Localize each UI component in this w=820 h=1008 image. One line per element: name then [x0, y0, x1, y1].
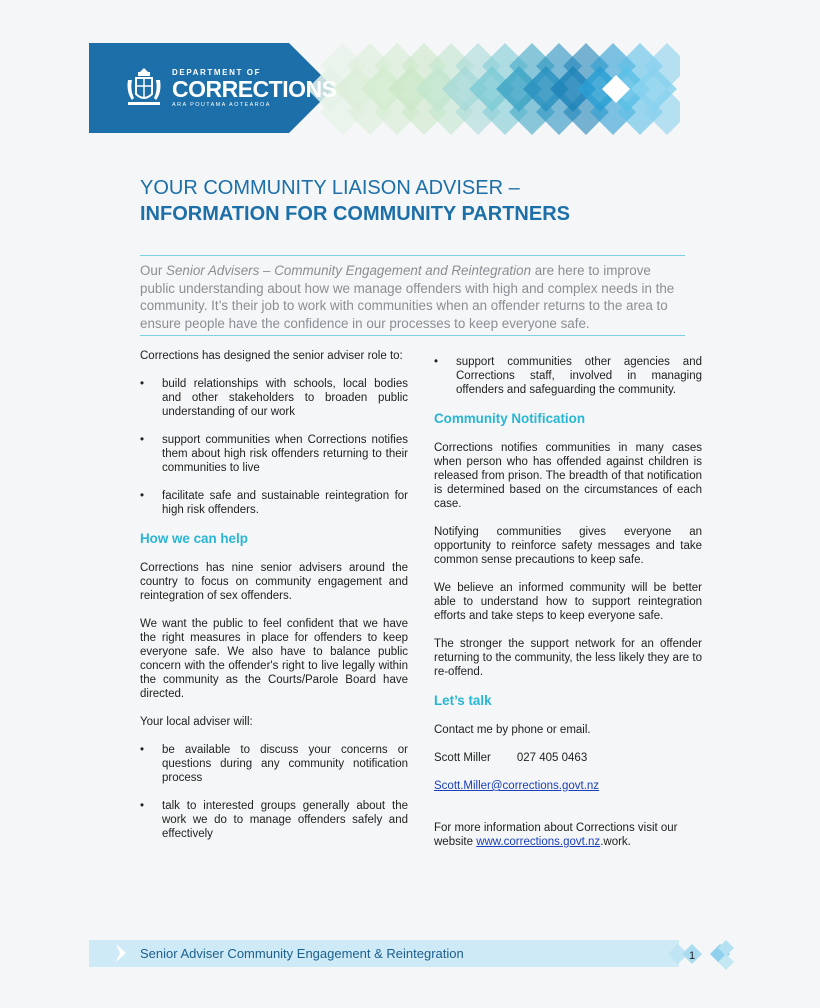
footer-diamond-pattern — [660, 938, 738, 970]
more-info-suffix: .work. — [600, 836, 631, 848]
notification-paragraph-2: Notifying communities gives everyone an opportunity to reinforce safety messages and take common sense precautions to keep safe. — [434, 526, 702, 566]
chevron-right-icon — [112, 942, 132, 964]
email-line — [434, 779, 702, 793]
intro-part2: are here to improve public understanding about how we manage offenders with high and complex needs in the community. It’s their job to work with communities when an offender returns to the area to ensure people have the confidence in our processes to keep everyone safe. — [140, 263, 675, 331]
contact-line — [434, 751, 702, 765]
talk-heading: Let’s talk — [434, 693, 492, 708]
intro-emphasis: Senior Advisers – Community Engagement and Reintegration — [166, 263, 532, 278]
adviser-list — [140, 743, 408, 841]
role-list — [140, 377, 408, 517]
notification-paragraph-4: The stronger the support network for an offender returning to the community, the less likely they are to re-offend. — [434, 638, 702, 678]
org-line2: CORRECTIONS — [172, 76, 337, 102]
list-item: • talk to interested groups generally about the work we do to manage offenders safely and effectively — [140, 799, 408, 841]
notification-paragraph-1: Corrections notifies communities in many cases when person who has offended against children is released from prison. The breadth of that notification is determined based on the circumstances of each case. — [434, 442, 702, 510]
contact-email-link[interactable]: Scott.Miller@corrections.govt.nz — [434, 780, 600, 792]
page-title-line2: INFORMATION FOR COMMUNITY PARTNERS — [140, 203, 570, 225]
more-info-paragraph — [434, 821, 702, 849]
right-column — [434, 355, 702, 863]
role-list-continued — [434, 355, 702, 397]
more-info-text: For more information about Corrections visit our website — [434, 822, 678, 848]
help-heading: How we can help — [140, 531, 248, 546]
notification-heading: Community Notification — [434, 411, 586, 426]
list-item: • support communities when Corrections notifies them about high risk offenders returning to their communities to live — [140, 433, 408, 475]
org-line3: ARA POUTAMA AOTEAROA — [172, 102, 271, 108]
page-title-line1: YOUR COMMUNITY LIAISON ADVISER – — [140, 177, 520, 199]
diamond-pattern — [290, 43, 680, 135]
intro-paragraph — [140, 262, 688, 332]
talk-paragraph: Contact me by phone or email. — [434, 724, 591, 736]
left-column — [140, 349, 408, 855]
footer-text: Senior Adviser Community Engagement & Reintegration — [140, 946, 464, 961]
intro-part1: Our — [140, 263, 167, 278]
help-paragraph-2: We want the public to feel confident that we have the right measures in place for offenders to keep everyone safe. We also have to balance public concern with the offender's right to live legally within the community as the Courts/Parole Board have directed. — [140, 618, 408, 700]
divider-top — [140, 255, 685, 256]
list-item: • support communities other agencies and Corrections staff, involved in managing offenders and safeguarding the community. — [434, 355, 702, 397]
role-intro: Corrections has designed the senior adviser role to: — [140, 350, 403, 362]
help-paragraph-3: Your local adviser will: — [140, 716, 253, 728]
website-link[interactable]: www.corrections.govt.nz — [476, 836, 601, 848]
help-paragraph-1: Corrections has nine senior advisers around the country to focus on community engagement and reintegration of sex offenders. — [140, 562, 408, 602]
contact-phone: 027 405 0463 — [516, 752, 588, 764]
page-number: 1 — [689, 950, 696, 962]
contact-name: Scott Miller — [434, 752, 491, 764]
list-item: • build relationships with schools, local bodies and other stakeholders to broaden public understanding of our work — [140, 377, 408, 419]
notification-paragraph-3: We believe an informed community will be better able to understand how to support reintegration efforts and take steps to keep everyone safe. — [434, 582, 702, 622]
org-line1: DEPARTMENT OF — [172, 68, 262, 77]
coat-of-arms-icon — [124, 66, 164, 110]
list-item: • be available to discuss your concerns or questions during any community notification process — [140, 743, 408, 785]
list-item: • facilitate safe and sustainable reintegration for high risk offenders. — [140, 489, 408, 517]
divider-bottom — [140, 335, 685, 336]
corrections-logo — [124, 64, 337, 112]
